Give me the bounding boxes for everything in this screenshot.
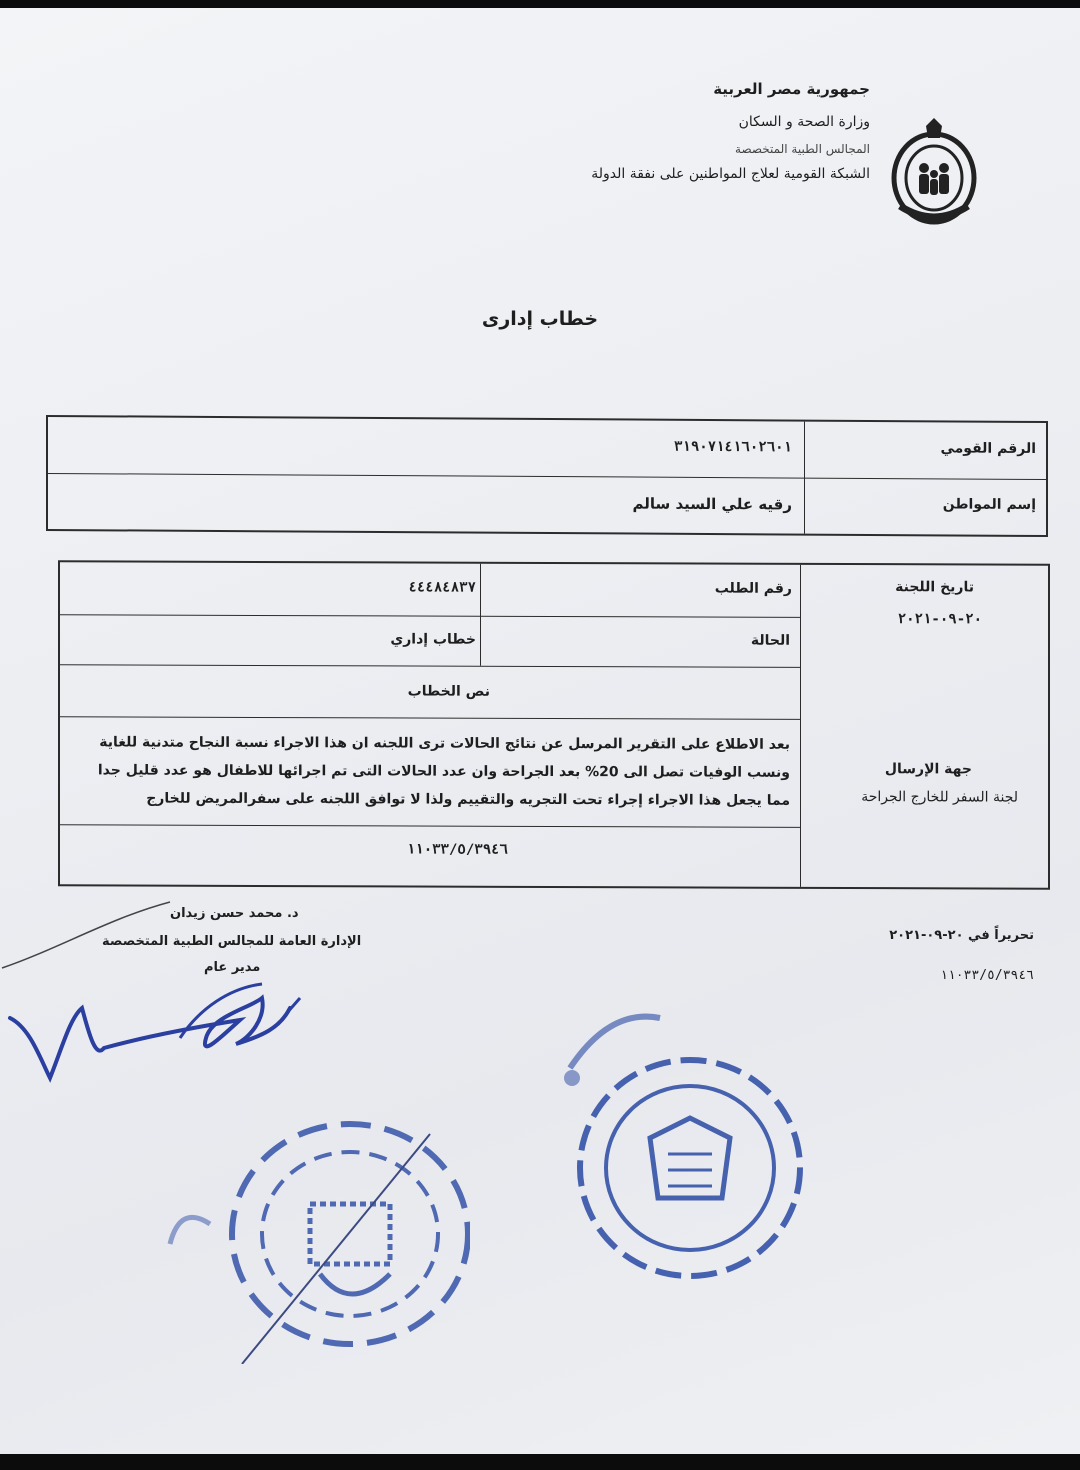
issued-reference: ١١٠٣٣/٥/٣٩٤٦ [940,968,1034,983]
committee-date-label: تاريخ اللجنة [895,579,974,596]
letter-reference: ١١٠٣٣/٥/٣٩٤٦ [406,841,508,858]
citizen-table [46,415,1048,537]
official-seal-icon [150,1084,470,1364]
status-label: الحالة [750,632,790,649]
signer-department: الإدارة العامة للمجالس الطبية المتخصصة [102,934,362,949]
header-ministry: وزارة الصحة و السكان [738,114,870,130]
official-seal-icon [550,998,830,1298]
citizen-name-label: إسم المواطن [942,496,1036,513]
request-number-label: رقم الطلب [714,580,792,597]
sender-value: لجنة السفر للخارج الجراحة [861,789,1018,806]
ministry-logo-icon [888,116,980,228]
letter-line-2: ونسب الوفيات تصل الى 20% بعد الجراحة وان عدد الحالات التى تم اجرائها للاطفال هو عدد قليل جدا [97,762,790,781]
document-page [0,8,1080,1454]
committee-table [58,560,1050,889]
signer-title: مدير عام [204,960,261,975]
request-number-value: ٤٤٤٨٤٨٣٧ [408,579,476,596]
signature-mark [0,888,420,1108]
header-network: الشبكة القومية لعلاج المواطنين على نفقة الدولة [591,166,870,182]
letter-line-3: مما يجعل هذا الاجراء إجراء تحت التجريه والتقييم ولذا لا توافق اللجنه على سفرالمريض للخارج [146,790,790,809]
national-id-value: ٣١٩٠٧١٤١٦٠٢٦٠١ [673,438,792,456]
letter-line-1: بعد الاطلاع على التقرير المرسل عن نتائج الحالات ترى اللجنه ان هذا الاجراء نسبة النجاح متدنية للغاية [99,734,790,753]
citizen-name-value: رقيه علي السيد سالم [632,494,792,514]
signer-name: د. محمد حسن زيدان [170,906,299,921]
national-id-label: الرقم القومي [940,440,1036,457]
header-councils: المجالس الطبية المتخصصة [735,142,870,156]
status-value: خطاب إداري [390,631,476,648]
sender-label: جهة الإرسال [884,761,972,778]
committee-date-value: ٢٠-٠٩-٢٠٢١ [897,611,982,628]
header-country: جمهورية مصر العربية [713,80,870,98]
issued-date: تحريراً في ٢٠-٠٩-٢٠٢١ [889,928,1034,943]
document-title: خطاب إدارى [481,308,599,330]
letter-body [70,728,790,815]
letter-text-label: نص الخطاب [407,683,490,700]
